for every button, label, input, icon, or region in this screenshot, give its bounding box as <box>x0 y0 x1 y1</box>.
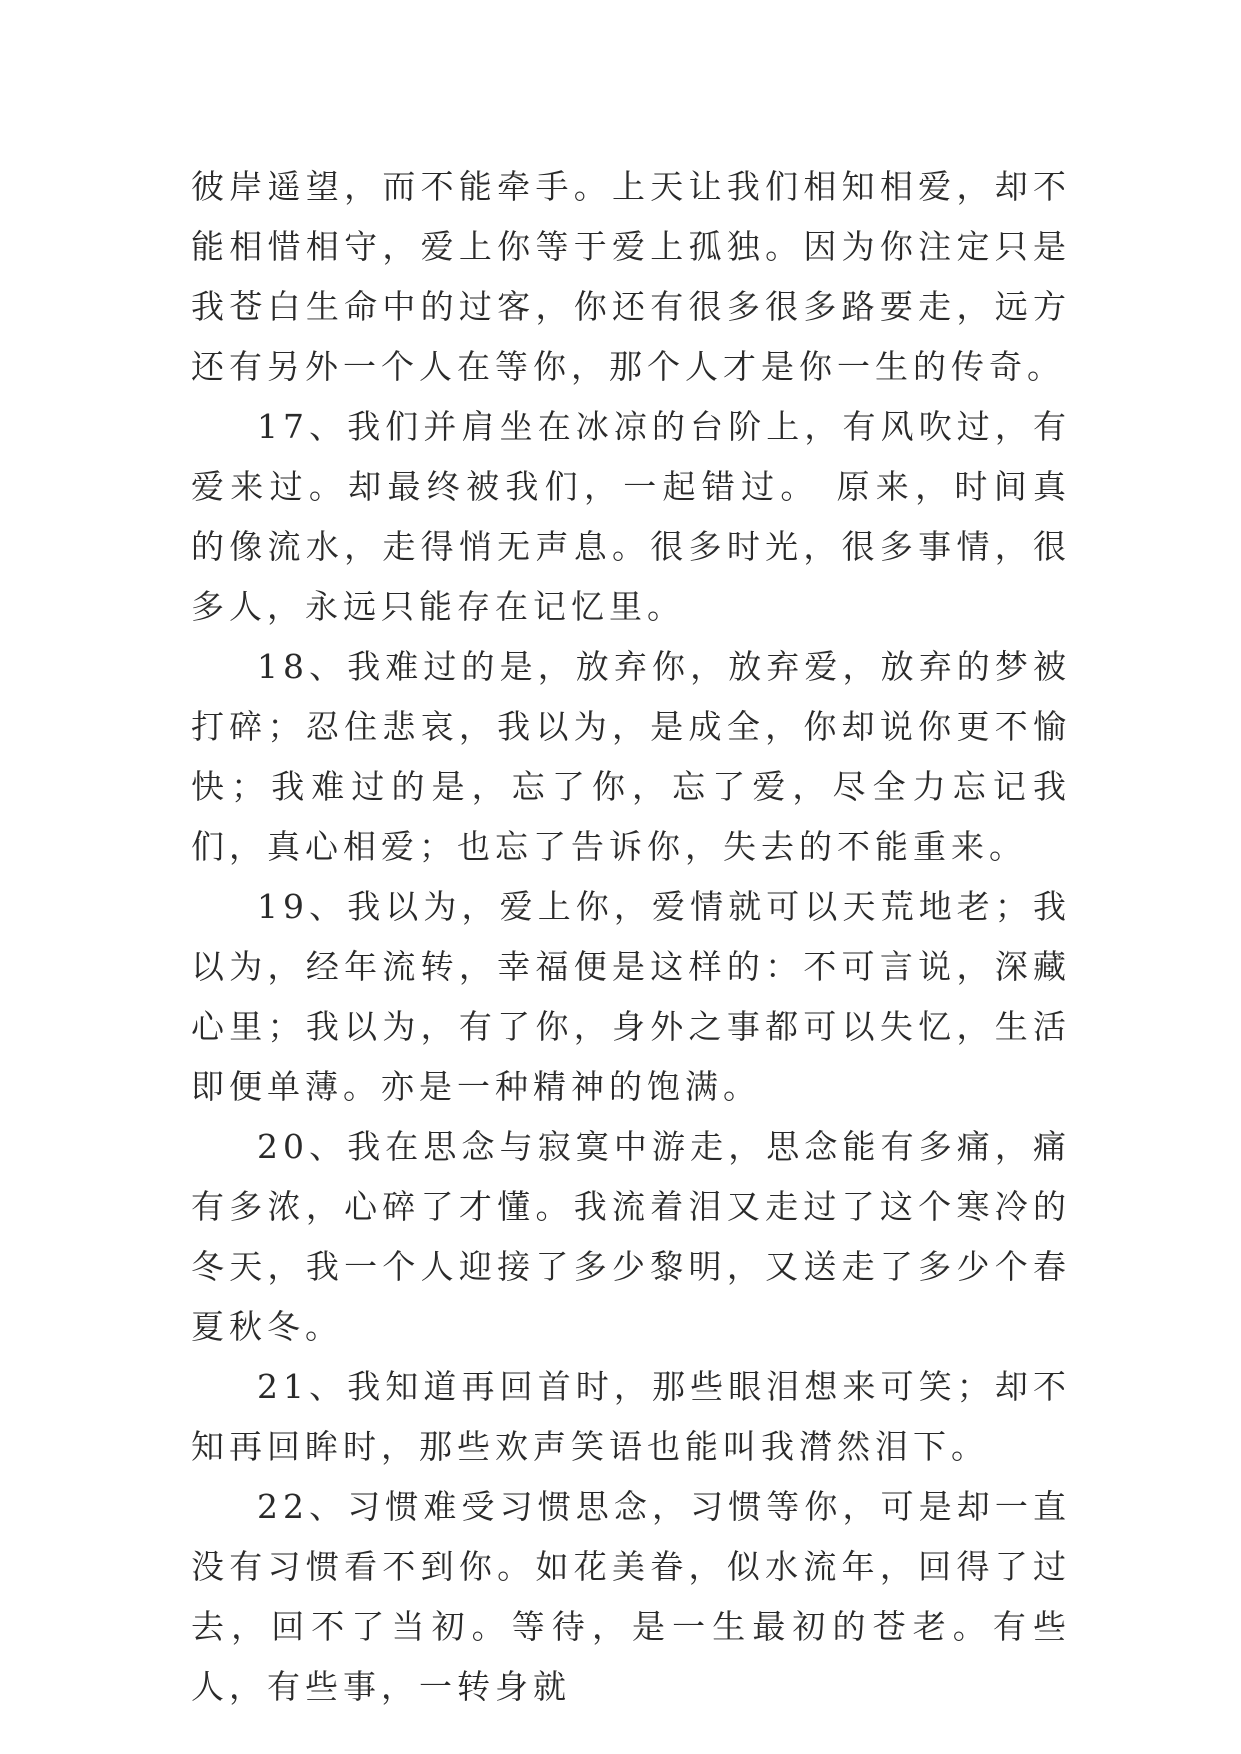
paragraph-continuation: 彼岸遥望，而不能牵手。上天让我们相知相爱，却不能相惜相守，爱上你等于爱上孤独。因为你注定只是我苍白生命中的过客，你还有很多很多路要走，远方还有另外一个人在等你，那个人才是你一生的传奇。 <box>191 167 1071 386</box>
paragraph-22: 22、习惯难受习惯思念，习惯等你，可是却一直没有习惯看不到你。如花美眷，似水流年，回得了过去，回不了当初。等待，是一生最初的苍老。有些人，有些事，一转身就 <box>191 1487 1071 1706</box>
paragraph-21: 21、我知道再回首时，那些眼泪想来可笑；却不知再回眸时，那些欢声笑语也能叫我潸然泪下。 <box>191 1367 1071 1466</box>
paragraph-18: 18、我难过的是，放弃你，放弃爱，放弃的梦被打碎；忍住悲哀，我以为，是成全，你却说你更不愉快；我难过的是，忘了你，忘了爱，尽全力忘记我们，真心相爱；也忘了告诉你，失去的不能重来。 <box>191 647 1071 866</box>
paragraph-20: 20、我在思念与寂寞中游走，思念能有多痛，痛有多浓，心碎了才懂。我流着泪又走过了这个寒冷的冬天，我一个人迎接了多少黎明，又送走了多少个春夏秋冬。 <box>191 1127 1071 1346</box>
body-text <box>191 157 1071 1717</box>
paragraph-17: 17、我们并肩坐在冰凉的台阶上，有风吹过，有爱来过。却最终被我们，一起错过。 原来，时间真的像流水，走得悄无声息。很多时光，很多事情，很多人，永远只能存在记忆里。 <box>191 407 1071 626</box>
paragraph-19: 19、我以为，爱上你，爱情就可以天荒地老；我以为，经年流转，幸福便是这样的：不可言说，深藏心里；我以为，有了你，身外之事都可以失忆，生活即便单薄。亦是一种精神的饱满。 <box>191 887 1071 1106</box>
